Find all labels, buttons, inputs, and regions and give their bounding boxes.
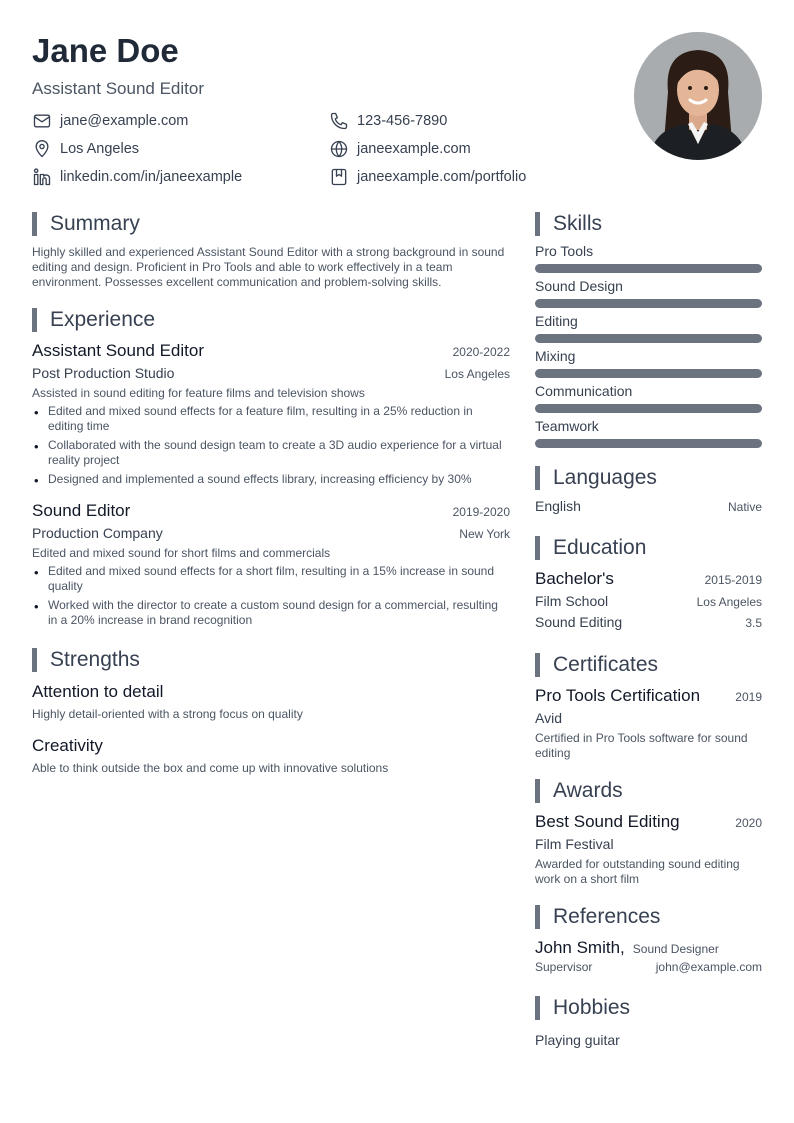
education-entry <box>535 567 762 633</box>
list-item: • Designed and implemented a sound effects library, increasing efficiency by 30% <box>32 472 510 487</box>
skill-name: Communication <box>535 383 633 399</box>
experience-heading <box>32 306 510 334</box>
skill-name: Teamwork <box>535 418 599 434</box>
certificates-heading <box>535 651 762 679</box>
contact-phone[interactable] <box>329 110 592 132</box>
job-achievements <box>32 564 510 628</box>
heading-accent-bar <box>535 905 540 929</box>
skill-item <box>535 242 762 273</box>
list-item: • Worked with the director to create a custom sound design for a commercial, resulting in a 20% increase in brand recognition <box>32 598 510 628</box>
certificate-entry <box>535 684 762 761</box>
avatar <box>634 32 762 160</box>
skill-name: Editing <box>535 313 578 329</box>
languages-heading <box>535 464 762 492</box>
heading-accent-bar <box>535 212 540 236</box>
heading-accent-bar <box>535 653 540 677</box>
skill-name: Sound Design <box>535 278 623 294</box>
award-entry <box>535 810 762 887</box>
education-heading-text: Education <box>553 536 647 559</box>
globe-icon <box>329 139 349 159</box>
skill-name: Pro Tools <box>535 243 594 259</box>
location-text: Los Angeles <box>60 141 140 157</box>
education-gpa: 3.5 <box>745 616 762 630</box>
reference-email[interactable]: john@example.com <box>655 960 762 974</box>
award-year: 2020 <box>735 816 762 830</box>
job-company: Production Company <box>32 525 163 541</box>
language-name: English <box>535 498 581 514</box>
portfolio-text: janeexample.com/portfolio <box>357 169 527 185</box>
phone-icon <box>329 111 349 131</box>
references-heading-text: References <box>553 905 661 928</box>
contact-linkedin[interactable] <box>32 166 329 188</box>
references-heading <box>535 903 762 931</box>
profile-photo <box>634 32 762 160</box>
certificate-issuer: Avid <box>535 710 562 726</box>
education-degree: Bachelor's <box>535 569 614 588</box>
skill-item <box>535 382 762 413</box>
education-dates: 2015-2019 <box>704 573 762 587</box>
certificate-description: Certified in Pro Tools software for sound editing <box>535 731 748 760</box>
job-location: New York <box>459 527 510 541</box>
strength-item <box>32 680 510 722</box>
reference-name: John Smith, <box>535 938 625 957</box>
email-text: jane@example.com <box>60 113 189 129</box>
awards-heading-text: Awards <box>553 779 623 802</box>
skill-level-bar <box>535 299 762 308</box>
certificate-year: 2019 <box>735 690 762 704</box>
job-title: Assistant Sound Editor <box>32 341 204 360</box>
languages-heading-text: Languages <box>553 466 657 489</box>
strength-description: Highly detail-oriented with a strong focus on quality <box>32 707 303 721</box>
contact-location <box>32 138 329 160</box>
strength-title: Attention to detail <box>32 682 164 701</box>
heading-accent-bar <box>32 212 37 236</box>
list-item: • Edited and mixed sound effects for a feature film, resulting in a 25% reduction in editing time <box>32 404 510 434</box>
job-description: Edited and mixed sound for short films and commercials <box>32 546 331 560</box>
strength-title: Creativity <box>32 736 103 755</box>
contact-email[interactable] <box>32 110 329 132</box>
right-column <box>535 210 762 1048</box>
summary-heading-text: Summary <box>50 212 140 235</box>
education-field: Sound Editing <box>535 614 623 630</box>
skill-item <box>535 347 762 378</box>
experience-heading-text: Experience <box>50 308 156 331</box>
contact-portfolio[interactable] <box>329 166 592 188</box>
award-title: Best Sound Editing <box>535 812 680 831</box>
job-dates: 2019-2020 <box>452 505 510 519</box>
skill-item <box>535 312 762 343</box>
heading-accent-bar <box>535 996 540 1020</box>
skills-list <box>535 242 762 448</box>
website-text: janeexample.com <box>357 141 471 157</box>
award-issuer: Film Festival <box>535 836 614 852</box>
skills-heading <box>535 210 762 238</box>
job-entry <box>32 499 510 628</box>
certificate-title: Pro Tools Certification <box>535 686 701 705</box>
map-pin-icon <box>32 139 52 159</box>
job-location: Los Angeles <box>444 367 510 381</box>
candidate-name: Jane Doe <box>32 32 179 69</box>
job-achievements <box>32 404 510 487</box>
education-location: Los Angeles <box>696 595 762 609</box>
candidate-title: Assistant Sound Editor <box>32 79 204 98</box>
linkedin-icon <box>32 167 52 187</box>
contact-list <box>32 110 592 188</box>
heading-accent-bar <box>32 648 37 672</box>
list-item: • Edited and mixed sound effects for a short film, resulting in a 15% increase in sound quality <box>32 564 510 594</box>
skill-item <box>535 417 762 448</box>
phone-text: 123-456-7890 <box>357 113 448 129</box>
left-column <box>32 210 510 776</box>
reference-role: Sound Designer <box>632 942 719 956</box>
strength-item <box>32 734 510 776</box>
skill-level-bar <box>535 264 762 273</box>
heading-accent-bar <box>535 466 540 490</box>
heading-accent-bar <box>32 308 37 332</box>
skills-heading-text: Skills <box>553 212 603 235</box>
header <box>32 30 632 100</box>
award-description: Awarded for outstanding sound editing work on a short film <box>535 857 740 886</box>
linkedin-text: linkedin.com/in/janeexample <box>60 169 243 185</box>
reference-entry <box>535 936 762 974</box>
skill-level-bar <box>535 439 762 448</box>
skill-name: Mixing <box>535 348 576 364</box>
reference-relation: Supervisor <box>535 960 593 974</box>
list-item: • Collaborated with the sound design team to create a 3D audio experience for a virtual reality project <box>32 438 510 468</box>
job-description: Assisted in sound editing for feature films and television shows <box>32 386 365 400</box>
job-company: Post Production Studio <box>32 365 175 381</box>
hobby-item: Playing guitar <box>535 1032 620 1048</box>
hobbies-heading <box>535 994 762 1022</box>
job-entry <box>32 339 510 487</box>
education-heading <box>535 534 762 562</box>
mail-icon <box>32 111 52 131</box>
job-title: Sound Editor <box>32 501 131 520</box>
summary-text: Highly skilled and experienced Assistant Sound Editor with a strong background in sound editing and design. Proficient in Pro Tools and able to work effectively in a team environment. Possesses excellent communication and problem-solving skills. <box>32 245 505 289</box>
heading-accent-bar <box>535 536 540 560</box>
language-level: Native <box>727 500 762 514</box>
summary-heading <box>32 210 510 238</box>
education-school: Film School <box>535 593 609 609</box>
job-dates: 2020-2022 <box>452 345 510 359</box>
strengths-heading <box>32 646 510 674</box>
heading-accent-bar <box>535 779 540 803</box>
strength-description: Able to think outside the box and come up with innovative solutions <box>32 761 389 775</box>
certificates-heading-text: Certificates <box>553 653 659 676</box>
skill-level-bar <box>535 369 762 378</box>
awards-heading <box>535 777 762 805</box>
contact-website[interactable] <box>329 138 592 160</box>
language-item <box>535 498 762 514</box>
skill-item <box>535 277 762 308</box>
bookmark-icon <box>329 167 349 187</box>
skill-level-bar <box>535 334 762 343</box>
strengths-heading-text: Strengths <box>50 648 140 671</box>
hobbies-heading-text: Hobbies <box>553 996 631 1019</box>
skill-level-bar <box>535 404 762 413</box>
